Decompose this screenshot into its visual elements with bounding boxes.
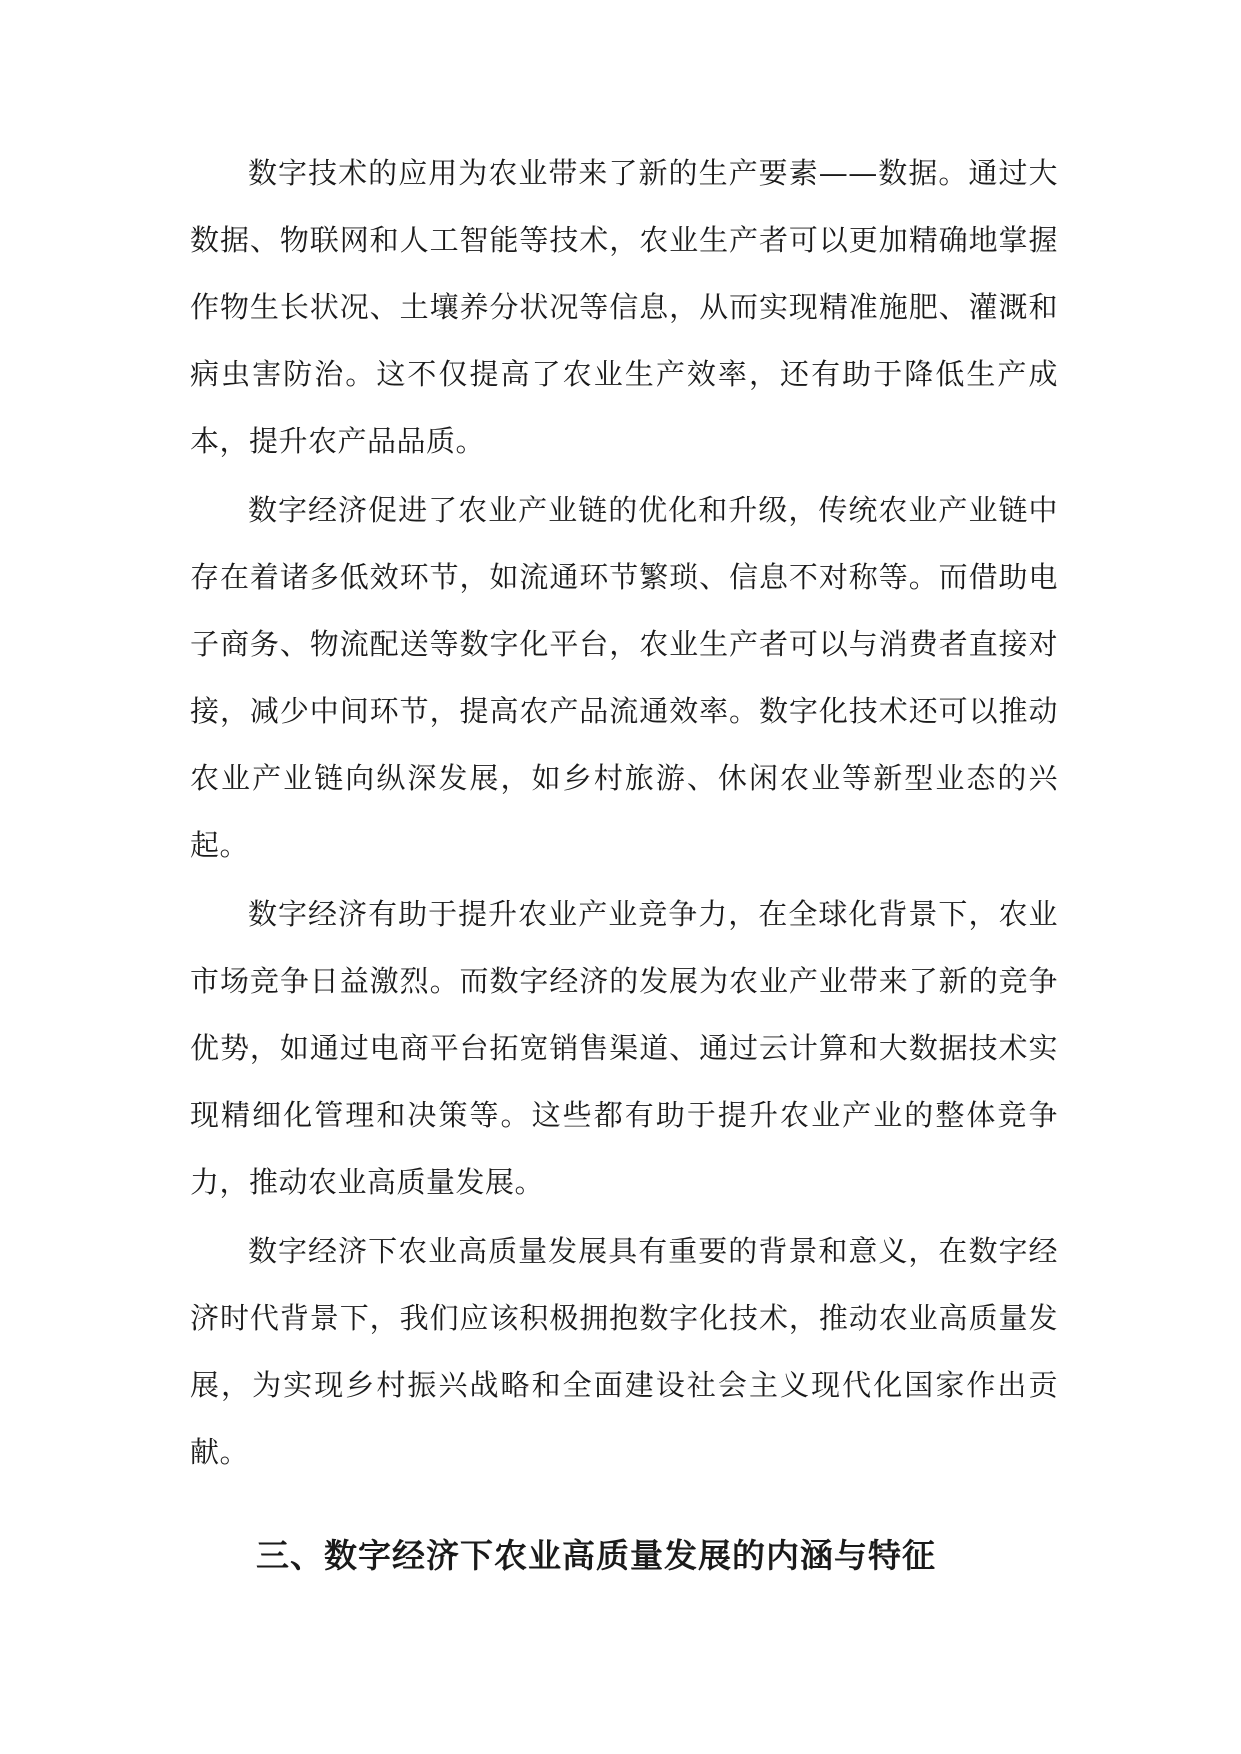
paragraph-competitiveness: 数字经济有助于提升农业产业竞争力，在全球化背景下，农业市场竞争日益激烈。而数字经济的发展为农业产业带来了新的竞争优势，如通过电商平台拓宽销售渠道、通过云计算和大数据技术实现精细化管理和决策等。这些都有助于提升农业产业的整体竞争力，推动农业高质量发展。 <box>190 897 1058 1199</box>
document-page <box>190 140 1058 1586</box>
paragraph-data-as-production-factor: 数字技术的应用为农业带来了新的生产要素——数据。通过大数据、物联网和人工智能等技术，农业生产者可以更加精确地掌握作物生长状况、土壤养分状况等信息，从而实现精准施肥、灌溉和病虫害防治。这不仅提高了农业生产效率，还有助于降低生产成本，提升农产品品质。 <box>190 156 1058 458</box>
paragraph-significance: 数字经济下农业高质量发展具有重要的背景和意义，在数字经济时代背景下，我们应该积极拥抱数字化技术，推动农业高质量发展，为实现乡村振兴战略和全面建设社会主义现代化国家作出贡献。 <box>190 1234 1058 1469</box>
section-heading: 三、数字经济下农业高质量发展的内涵与特征 <box>256 1536 936 1575</box>
paragraph-industry-chain-upgrade: 数字经济促进了农业产业链的优化和升级，传统农业产业链中存在着诸多低效环节，如流通环节繁琐、信息不对称等。而借助电子商务、物流配送等数字化平台，农业生产者可以与消费者直接对接，减少中间环节，提高农产品流通效率。数字化技术还可以推动农业产业链向纵深发展，如乡村旅游、休闲农业等新型业态的兴起。 <box>190 493 1058 862</box>
